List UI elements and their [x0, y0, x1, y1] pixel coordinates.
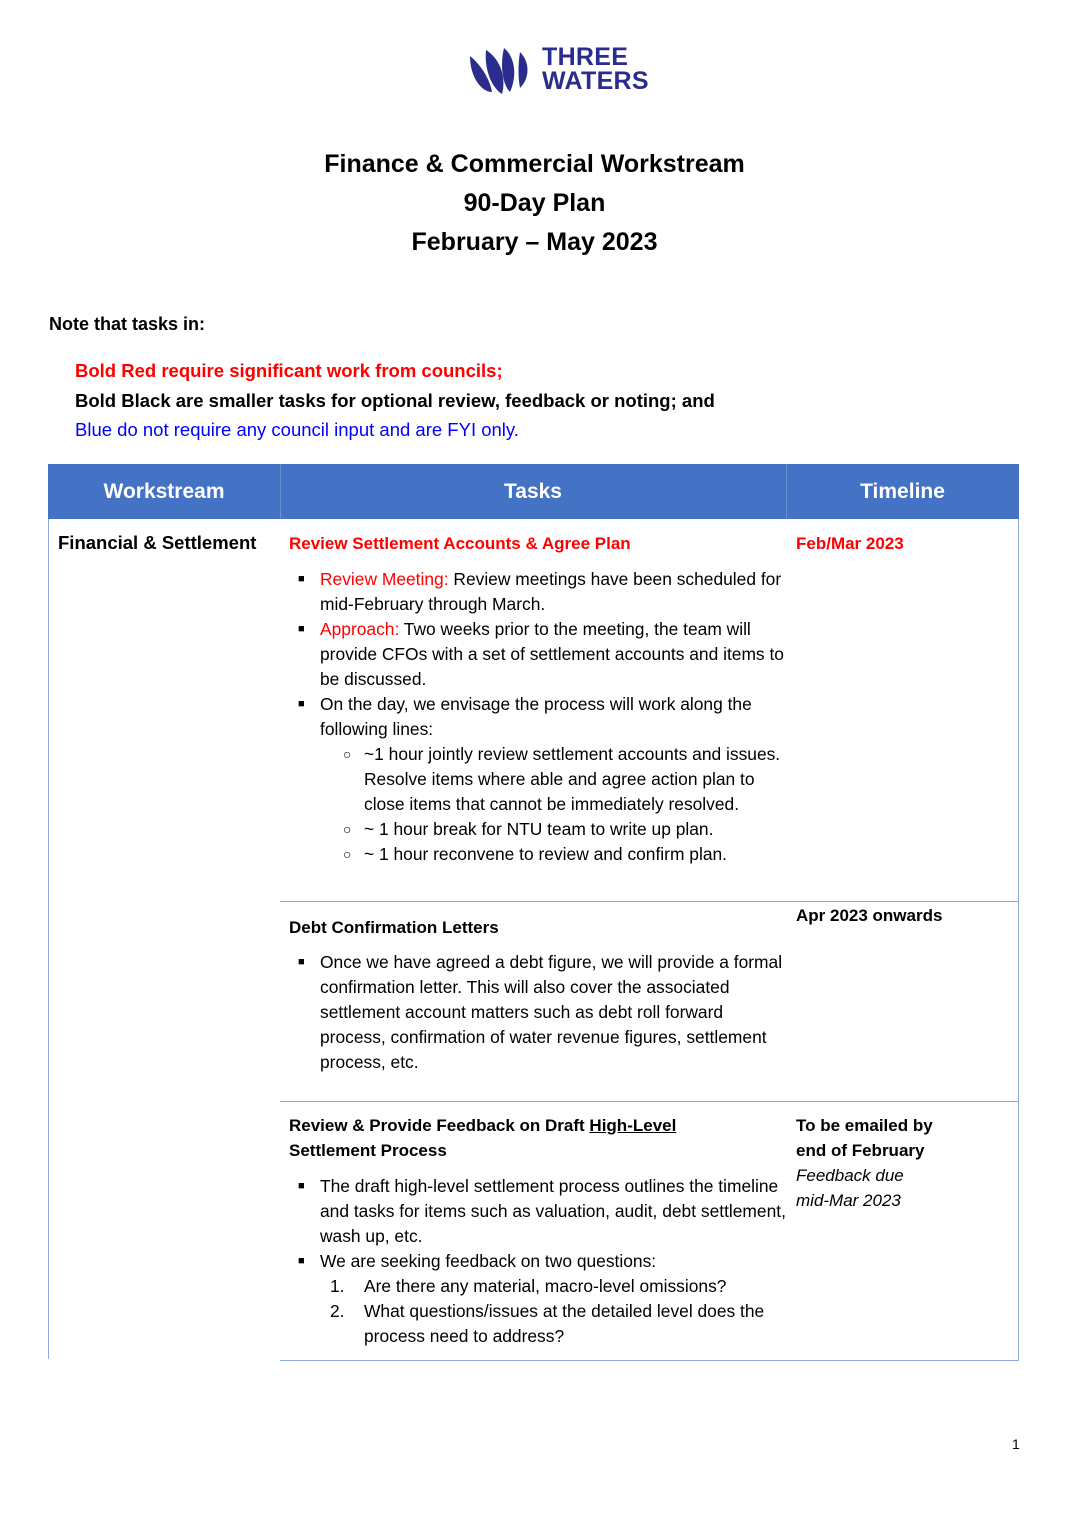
bullet-text: Review meetings have been scheduled for mid-February through March. [320, 569, 782, 614]
number-marker: 2. [330, 1301, 345, 1321]
numbered-item [296, 1299, 786, 1349]
note-heading: Note that tasks in: [49, 314, 206, 334]
legend-blue: Blue do not require any council input and are FYI only. [75, 419, 519, 440]
sub-list-item [296, 742, 786, 817]
square-bullet-icon: ■ [298, 573, 305, 585]
bullet-text: Once we have agreed a debt figure, we will provide a formal confirmation letter. This will also cover the associated settlement account matters such as debt roll forward process, confirmation of water revenue figures, settlement process, etc. [320, 952, 783, 1072]
sub-list-item [296, 842, 786, 867]
numbered-item [296, 1274, 786, 1299]
logo-line-1: THREE [542, 43, 629, 71]
three-waters-logo [468, 44, 668, 100]
table-border-right [1018, 519, 1019, 1361]
page-number: 1 [1012, 1436, 1020, 1452]
bullet-prefix: Review Meeting: [320, 569, 449, 589]
logo-drop-icon [468, 44, 538, 96]
timeline-line: end of February [796, 1141, 925, 1160]
square-bullet-icon: ■ [298, 698, 305, 710]
title-line-2: 90-Day Plan [463, 189, 606, 217]
sub-item-text: ~ 1 hour break for NTU team to write up plan. [364, 819, 714, 839]
sub-list-item [296, 817, 786, 842]
timeline-feb-mar [796, 531, 904, 556]
timeline-line: mid-Mar 2023 [796, 1191, 901, 1210]
circle-bullet-icon: ○ [343, 846, 352, 862]
task-list-draft-process [296, 1174, 786, 1349]
legend [75, 356, 715, 445]
title-line-1: Finance & Commercial Workstream [324, 150, 745, 178]
row-divider [280, 1360, 1019, 1361]
list-item [296, 692, 786, 742]
list-item [296, 1174, 786, 1249]
title-underlined: High-Level [589, 1116, 677, 1135]
bullet-prefix: Approach: [320, 619, 400, 639]
list-item [296, 1249, 786, 1274]
task-title-draft-process [289, 1113, 749, 1163]
question-text: Are there any material, macro-level omissions? [364, 1276, 727, 1296]
task-title-review-settlement: Review Settlement Accounts & Agree Plan [289, 534, 631, 553]
timeline-text: Feb/Mar 2023 [796, 534, 904, 553]
number-marker: 1. [330, 1276, 345, 1296]
timeline-text: Apr 2023 onwards [796, 906, 943, 925]
sub-item-text: ~ 1 hour reconvene to review and confirm plan. [364, 844, 727, 864]
square-bullet-icon: ■ [298, 1255, 305, 1267]
row-divider [280, 1101, 1019, 1102]
timeline-feedback [796, 1113, 933, 1213]
title-part: Review & Provide Feedback on Draft [289, 1116, 590, 1135]
header-timeline: Timeline [860, 480, 945, 503]
timeline-apr-onwards [796, 903, 942, 928]
circle-bullet-icon: ○ [343, 746, 352, 762]
table-header [48, 464, 1019, 519]
title-part: Settlement Process [289, 1141, 447, 1160]
timeline-line: Feedback due [796, 1166, 904, 1185]
table-border-left [48, 519, 49, 1359]
header-workstream: Workstream [103, 480, 225, 503]
sub-item-text: ~1 hour jointly review settlement accounts and issues. Resolve items where able and agree action plan to close items that cannot be immediately resolved. [364, 744, 781, 814]
bullet-text: We are seeking feedback on two questions: [320, 1251, 657, 1271]
question-text: What questions/issues at the detailed level does the process need to address? [364, 1301, 765, 1346]
header-tasks: Tasks [504, 480, 562, 503]
bullet-text: On the day, we envisage the process will work along the following lines: [320, 694, 752, 739]
logo-line-2: WATERS [542, 67, 649, 95]
row-divider [280, 901, 1019, 902]
timeline-line: To be emailed by [796, 1116, 933, 1135]
square-bullet-icon: ■ [298, 956, 305, 968]
square-bullet-icon: ■ [298, 623, 305, 635]
document-title [0, 145, 1069, 262]
bullet-text: Two weeks prior to the meeting, the team will provide CFOs with a set of settlement accounts and items to be discussed. [320, 619, 784, 689]
task-title-debt-confirmation: Debt Confirmation Letters [289, 918, 499, 937]
list-item [296, 950, 786, 1075]
legend-black: Bold Black are smaller tasks for optional review, feedback or noting; and [75, 389, 715, 411]
list-item [296, 567, 786, 617]
circle-bullet-icon: ○ [343, 821, 352, 837]
title-line-3: February – May 2023 [411, 228, 658, 256]
bullet-text: The draft high-level settlement process outlines the timeline and tasks for items such as valuation, audit, debt settlement, wash up, etc. [320, 1176, 786, 1246]
task-list-debt-confirmation [296, 950, 786, 1075]
workstream-label: Financial & Settlement [58, 532, 257, 553]
list-item [296, 617, 786, 692]
legend-red: Bold Red require significant work from councils; [75, 360, 503, 381]
square-bullet-icon: ■ [298, 1180, 305, 1192]
task-list-review-settlement [296, 567, 786, 867]
